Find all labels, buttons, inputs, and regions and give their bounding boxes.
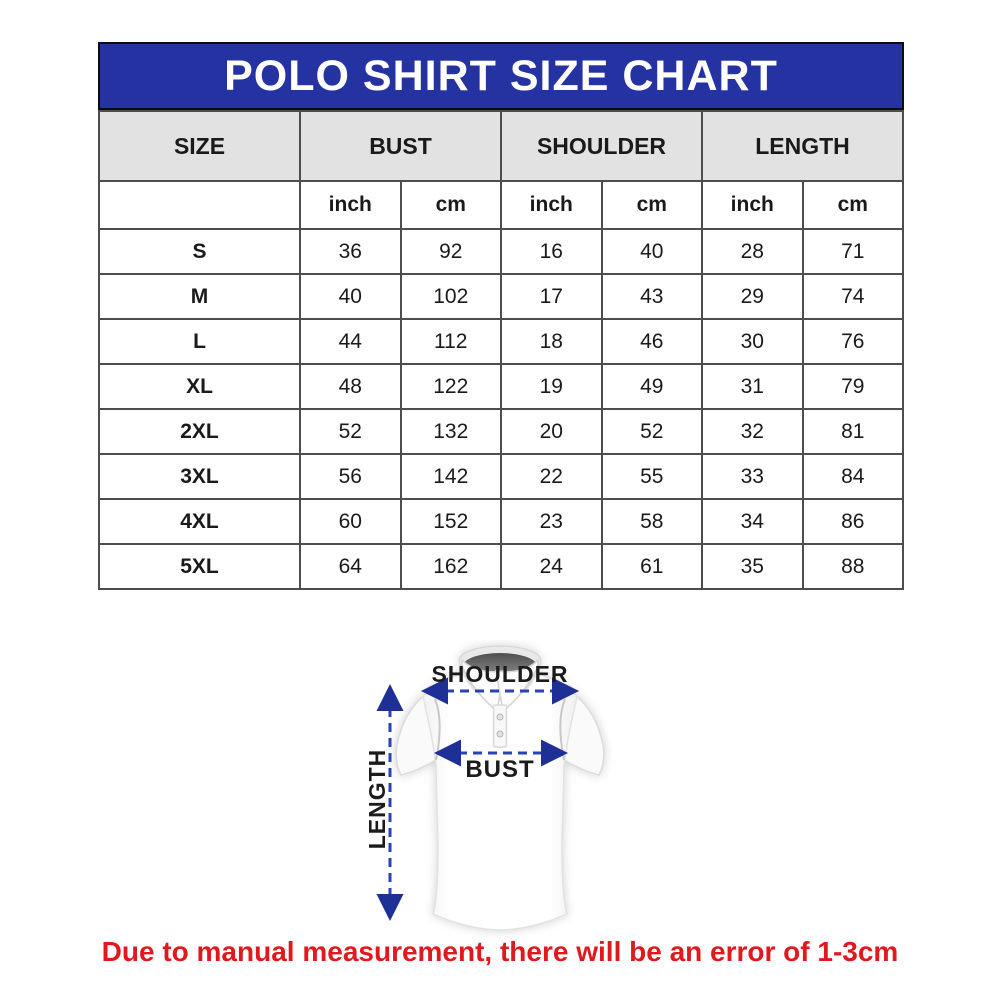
- unit-cell: inch: [300, 181, 401, 229]
- bust-measure-label: BUST: [465, 756, 535, 783]
- size-table: [98, 110, 904, 590]
- measurement-cell: 92: [401, 229, 502, 274]
- col-header-size: SIZE: [99, 111, 300, 181]
- measurement-cell: 22: [501, 454, 602, 499]
- unit-row: [99, 181, 903, 229]
- measurement-cell: 52: [300, 409, 401, 454]
- measurement-cell: 74: [803, 274, 904, 319]
- measurement-cell: 61: [602, 544, 703, 589]
- table-row: [99, 319, 903, 364]
- chart-title: POLO SHIRT SIZE CHART: [224, 51, 778, 100]
- col-header-bust: BUST: [300, 111, 501, 181]
- button: [497, 714, 503, 720]
- placket: [494, 705, 507, 747]
- table-row: [99, 409, 903, 454]
- col-header-length: LENGTH: [702, 111, 903, 181]
- unit-cell: inch: [702, 181, 803, 229]
- measurement-cell: 56: [300, 454, 401, 499]
- table-row: [99, 364, 903, 409]
- measurement-cell: 24: [501, 544, 602, 589]
- length-measure-label: LENGTH: [364, 748, 390, 850]
- size-label-cell: M: [99, 274, 300, 319]
- measurement-cell: 112: [401, 319, 502, 364]
- unit-cell: cm: [602, 181, 703, 229]
- measurement-cell: 122: [401, 364, 502, 409]
- measurement-cell: 20: [501, 409, 602, 454]
- measurement-cell: 31: [702, 364, 803, 409]
- measurement-cell: 19: [501, 364, 602, 409]
- measurement-cell: 34: [702, 499, 803, 544]
- measurement-cell: 71: [803, 229, 904, 274]
- unit-cell: cm: [803, 181, 904, 229]
- table-row: [99, 274, 903, 319]
- measurement-cell: 79: [803, 364, 904, 409]
- size-label-cell: 5XL: [99, 544, 300, 589]
- size-label-cell: S: [99, 229, 300, 274]
- measurement-cell: 64: [300, 544, 401, 589]
- measurement-cell: 60: [300, 499, 401, 544]
- size-label-cell: 4XL: [99, 499, 300, 544]
- measurement-cell: 43: [602, 274, 703, 319]
- size-label-cell: 2XL: [99, 409, 300, 454]
- chart-title-banner: [98, 42, 904, 110]
- size-table-body: [99, 229, 903, 589]
- blank-cell: [99, 181, 300, 229]
- table-row: [99, 229, 903, 274]
- measurement-cell: 40: [300, 274, 401, 319]
- measurement-cell: 162: [401, 544, 502, 589]
- measurement-disclaimer: Due to manual measurement, there will be an error of 1-3cm: [101, 936, 899, 967]
- unit-cell: inch: [501, 181, 602, 229]
- measurement-cell: 152: [401, 499, 502, 544]
- measurement-cell: 30: [702, 319, 803, 364]
- measurement-cell: 29: [702, 274, 803, 319]
- measurement-cell: 36: [300, 229, 401, 274]
- measurement-cell: 32: [702, 409, 803, 454]
- measurement-cell: 58: [602, 499, 703, 544]
- unit-cell: cm: [401, 181, 502, 229]
- measurement-cell: 16: [501, 229, 602, 274]
- column-header-row: [99, 111, 903, 181]
- measurement-cell: 76: [803, 319, 904, 364]
- size-label-cell: L: [99, 319, 300, 364]
- measurement-cell: 88: [803, 544, 904, 589]
- table-row: [99, 499, 903, 544]
- measurement-cell: 18: [501, 319, 602, 364]
- measurement-cell: 84: [803, 454, 904, 499]
- table-row: [99, 454, 903, 499]
- col-header-shoulder: SHOULDER: [501, 111, 702, 181]
- measurement-cell: 132: [401, 409, 502, 454]
- measurement-cell: 23: [501, 499, 602, 544]
- shoulder-measure-label: SHOULDER: [431, 661, 569, 687]
- measurement-cell: 28: [702, 229, 803, 274]
- button: [497, 731, 503, 737]
- shirt-group: [396, 646, 604, 930]
- measurement-cell: 48: [300, 364, 401, 409]
- measurement-cell: 46: [602, 319, 703, 364]
- measurement-cell: 86: [803, 499, 904, 544]
- size-label-cell: XL: [99, 364, 300, 409]
- measurement-cell: 49: [602, 364, 703, 409]
- table-row: [99, 544, 903, 589]
- measurement-cell: 44: [300, 319, 401, 364]
- measurement-cell: 35: [702, 544, 803, 589]
- measurement-cell: 142: [401, 454, 502, 499]
- size-label-cell: 3XL: [99, 454, 300, 499]
- measurement-cell: 81: [803, 409, 904, 454]
- measurement-cell: 52: [602, 409, 703, 454]
- measurement-cell: 33: [702, 454, 803, 499]
- measurement-cell: 17: [501, 274, 602, 319]
- measurement-cell: 40: [602, 229, 703, 274]
- measurement-cell: 102: [401, 274, 502, 319]
- measurement-cell: 55: [602, 454, 703, 499]
